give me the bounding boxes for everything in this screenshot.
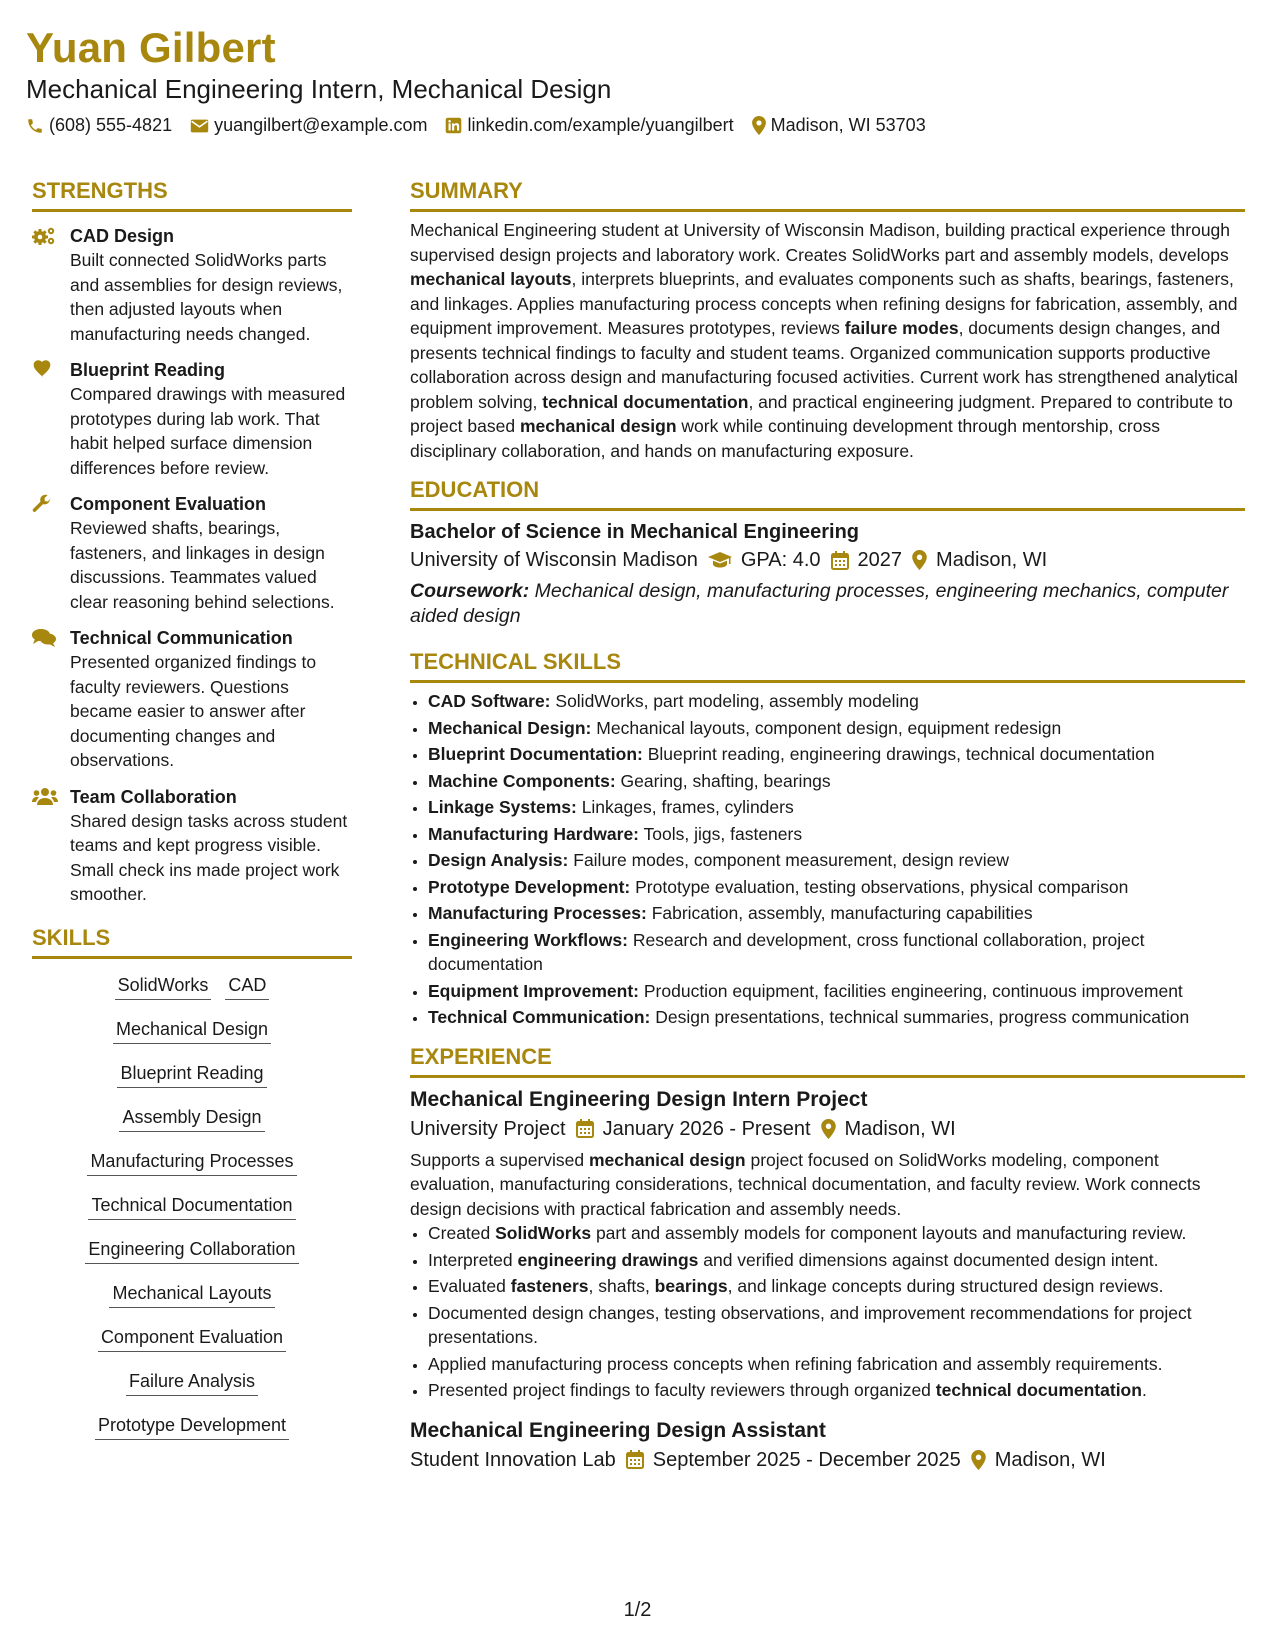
summary-heading: SUMMARY xyxy=(410,178,1245,212)
skill-row xyxy=(32,1193,352,1220)
experience-item xyxy=(410,1417,1245,1475)
coursework-text: Mechanical design, manufacturing processes, engineering mechanics, computer aided design xyxy=(410,580,1229,627)
job-bullet xyxy=(428,1274,1245,1299)
skill-row xyxy=(32,1237,352,1264)
strengths-list xyxy=(32,224,352,907)
skill-tag: Component Evaluation xyxy=(98,1325,286,1352)
skill-category: Prototype Development: xyxy=(428,876,631,897)
wrench-icon xyxy=(32,492,70,614)
bold-text: mechanical design xyxy=(589,1149,746,1170)
technical-skills-heading: TECHNICAL SKILLS xyxy=(410,649,1245,683)
job-summary xyxy=(410,1148,1245,1222)
job-dates: January 2026 - Present xyxy=(602,1117,811,1140)
strength-text xyxy=(70,492,352,614)
technical-skill-item xyxy=(428,1005,1245,1030)
right-column xyxy=(410,178,1245,1475)
candidate-name: Yuan Gilbert xyxy=(26,24,276,71)
technical-skill-item xyxy=(428,689,1245,714)
text-run: Applied manufacturing process concepts when refining fabrication and assembly requirements. xyxy=(428,1353,1163,1374)
email-link[interactable]: yuangilbert@example.com xyxy=(214,115,428,135)
degree-title: Bachelor of Science in Mechanical Engineering xyxy=(410,521,860,543)
skill-category: CAD Software: xyxy=(428,691,551,711)
text-run: . xyxy=(1141,1380,1147,1400)
calendar-icon xyxy=(576,1119,594,1138)
strength-description: Presented organized findings to faculty reviewers. Questions became easier to answer after documenting changes and observations. xyxy=(70,652,317,770)
graduation-year: 2027 xyxy=(857,549,903,571)
strength-title: Blueprint Reading xyxy=(70,360,226,380)
job-bullets xyxy=(410,1221,1245,1403)
envelope-icon xyxy=(190,118,209,134)
technical-skill-item xyxy=(428,822,1245,847)
text-run: , and practical engineering judgment. Prepared to contribute to project based xyxy=(410,391,1233,436)
map-marker-icon xyxy=(971,1450,986,1470)
job-location: Madison, WI xyxy=(844,1117,956,1140)
strength-description: Shared design tasks across student teams and kept progress visible. Small check ins made project work smoother. xyxy=(70,810,348,904)
organization: University Project xyxy=(410,1117,566,1140)
job-dates: September 2025 - December 2025 xyxy=(652,1448,961,1471)
phone-text: (608) 555-4821 xyxy=(49,115,173,135)
contact-phone xyxy=(26,115,172,136)
coursework-label: Coursework: xyxy=(410,580,530,602)
bold-text: failure modes xyxy=(844,318,959,338)
strength-item xyxy=(32,626,352,773)
skills-heading: SKILLS xyxy=(32,925,352,959)
skill-tag: Blueprint Reading xyxy=(117,1061,266,1088)
school-location: Madison, WI xyxy=(936,549,1048,571)
job-title: Mechanical Engineering Design Assistant xyxy=(410,1418,826,1442)
skill-tag: Mechanical Layouts xyxy=(109,1281,274,1308)
text-run: , documents design changes, and presents technical findings to faculty and student teams. Organized communication supports productive collaboration across design and manufacturing focused activities. Current work has strengthened analytical problem solving, xyxy=(410,318,1238,412)
skill-values: Fabrication, assembly, manufacturing capabilities xyxy=(651,903,1033,923)
strength-title: Technical Communication xyxy=(70,628,293,648)
map-marker-icon xyxy=(752,116,766,135)
technical-skill-item xyxy=(428,979,1245,1004)
text-run: , and linkage concepts during structured design reviews. xyxy=(727,1276,1164,1296)
skill-tag: Mechanical Design xyxy=(113,1017,271,1044)
skill-category: Equipment Improvement: xyxy=(428,980,639,1001)
contact-linkedin[interactable] xyxy=(445,115,733,136)
skill-category: Machine Components: xyxy=(428,770,616,791)
strength-item xyxy=(32,224,352,346)
strength-item xyxy=(32,785,352,907)
job-bullet xyxy=(428,1352,1245,1377)
candidate-title: Mechanical Engineering Intern, Mechanical Design xyxy=(26,74,612,104)
text-run: project focused on SolidWorks modeling, component evaluation, manufacturing considerations, technical documentation, and faculty review. Work connects design decisions with practical fabrication and assembly needs. xyxy=(410,1149,1201,1219)
text-run: Created xyxy=(428,1223,496,1243)
skill-category: Technical Communication: xyxy=(428,1007,651,1027)
phone-icon xyxy=(26,117,44,135)
skill-tag: Manufacturing Processes xyxy=(87,1149,296,1176)
job-meta xyxy=(410,1445,1245,1475)
skill-category: Design Analysis: xyxy=(428,850,569,870)
resume-header xyxy=(26,22,944,136)
bold-text: engineering drawings xyxy=(517,1249,699,1270)
calendar-icon xyxy=(831,551,849,570)
experience-list xyxy=(410,1086,1245,1475)
technical-skill-item xyxy=(428,848,1245,873)
skill-category: Blueprint Documentation: xyxy=(428,744,643,764)
skill-values: Tools, jigs, fasteners xyxy=(643,823,803,844)
map-marker-icon xyxy=(912,550,927,570)
text-run: Mechanical Engineering student at University of Wisconsin Madison, building practical experience through supervised design projects and laboratory work. Creates SolidWorks part and assembly models, develops xyxy=(410,220,1231,265)
linkedin-link[interactable]: linkedin.com/example/yuangilbert xyxy=(467,115,734,135)
bold-text: bearings xyxy=(654,1276,728,1296)
skill-tag: SolidWorks xyxy=(115,973,212,1000)
text-run: and verified dimensions against documented design intent. xyxy=(698,1249,1159,1270)
skill-values: Blueprint reading, engineering drawings, technical documentation xyxy=(647,744,1155,764)
skill-values: Research and development, cross functional collaboration, project documentation xyxy=(428,929,1145,974)
skill-category: Mechanical Design: xyxy=(428,717,592,738)
skill-row xyxy=(32,1413,352,1440)
technical-skill-item xyxy=(428,875,1245,900)
organization: Student Innovation Lab xyxy=(410,1448,616,1471)
text-run: Evaluated xyxy=(428,1276,511,1296)
skill-category: Linkage Systems: xyxy=(428,797,577,817)
calendar-icon xyxy=(626,1450,644,1469)
job-bullet xyxy=(428,1221,1245,1246)
skill-row xyxy=(32,1281,352,1308)
bold-text: fasteners xyxy=(510,1276,589,1296)
skill-values: Gearing, shafting, bearings xyxy=(620,770,831,791)
location-text: Madison, WI 53703 xyxy=(770,115,926,135)
strength-description: Built connected SolidWorks parts and assemblies for design reviews, then adjusted layouts when manufacturing needs changed. xyxy=(70,250,343,344)
education-heading: EDUCATION xyxy=(410,477,1245,511)
skill-values: Failure modes, component measurement, design review xyxy=(573,850,1010,870)
job-location: Madison, WI xyxy=(994,1448,1106,1471)
skill-tag: CAD xyxy=(225,973,269,1000)
gears-icon xyxy=(32,224,70,346)
skill-row xyxy=(32,1061,352,1088)
page-indicator: 1/2 xyxy=(623,1599,652,1621)
skill-row xyxy=(32,1369,352,1396)
skill-values: Prototype evaluation, testing observations, physical comparison xyxy=(635,876,1129,897)
technical-skill-item xyxy=(428,795,1245,820)
graduation-cap-icon xyxy=(708,551,732,569)
skill-category: Engineering Workflows: xyxy=(428,929,628,950)
text-run: Documented design changes, testing observations, and improvement recommendations for project presentations. xyxy=(428,1302,1192,1347)
skill-category: Manufacturing Hardware: xyxy=(428,823,639,844)
text-run: Supports a supervised xyxy=(410,1149,589,1170)
skill-values: SolidWorks, part modeling, assembly modeling xyxy=(555,691,919,711)
contact-email[interactable] xyxy=(190,115,427,136)
job-meta xyxy=(410,1114,1245,1144)
skill-row xyxy=(32,1325,352,1352)
experience-heading: EXPERIENCE xyxy=(410,1044,1245,1078)
comments-icon xyxy=(32,626,70,773)
bold-text: technical documentation xyxy=(935,1380,1142,1400)
skill-row xyxy=(32,973,352,1000)
coursework xyxy=(410,579,1245,629)
strength-item xyxy=(32,358,352,480)
skill-row xyxy=(32,1149,352,1176)
technical-skills-list xyxy=(410,689,1245,1030)
job-bullet xyxy=(428,1301,1245,1350)
left-column xyxy=(32,178,352,1457)
skill-row xyxy=(32,1017,352,1044)
map-marker-icon xyxy=(821,1119,836,1139)
gpa-text: GPA: 4.0 xyxy=(740,549,821,571)
skill-category: Manufacturing Processes: xyxy=(428,903,647,923)
text-run: part and assembly models for component layouts and manufacturing review. xyxy=(591,1223,1187,1243)
skill-values: Mechanical layouts, component design, equipment redesign xyxy=(596,717,1062,738)
strength-text xyxy=(70,224,352,346)
strengths-heading: STRENGTHS xyxy=(32,178,352,212)
contact-location xyxy=(752,115,926,136)
text-run: work while continuing development through mentorship, cross disciplinary collaboration, and hands on manufacturing exposure. xyxy=(410,416,1160,461)
skill-values: Linkages, frames, cylinders xyxy=(581,797,794,817)
skill-tag: Prototype Development xyxy=(95,1413,289,1440)
technical-skill-item xyxy=(428,901,1245,926)
text-run: , interprets blueprints, and evaluates components such as shafts, bearings, fasteners, and linkages. Applies manufacturing process concepts when refining designs for fabrication, assembly, and equipment improvement. Measures prototypes, reviews xyxy=(410,269,1238,338)
strength-text xyxy=(70,358,352,480)
text-run: Interpreted xyxy=(428,1249,518,1270)
job-bullet xyxy=(428,1378,1245,1403)
strength-text xyxy=(70,785,352,907)
summary-text xyxy=(410,218,1245,463)
text-run: , shafts, xyxy=(588,1276,655,1296)
strength-description: Reviewed shafts, bearings, fasteners, and linkages in design discussions. Teammates valued clear reasoning behind selections. xyxy=(70,518,335,612)
skill-tag: Assembly Design xyxy=(119,1105,264,1132)
strength-text xyxy=(70,626,352,773)
job-bullet xyxy=(428,1248,1245,1273)
contact-bar xyxy=(26,115,944,136)
users-icon xyxy=(32,785,70,907)
technical-skill-item xyxy=(428,742,1245,767)
strength-title: CAD Design xyxy=(70,226,175,246)
skill-tag: Engineering Collaboration xyxy=(85,1237,298,1264)
heart-icon xyxy=(32,358,70,480)
skill-values: Design presentations, technical summaries, progress communication xyxy=(655,1007,1190,1027)
text-run: Presented project findings to faculty reviewers through organized xyxy=(428,1380,936,1400)
technical-skill-item xyxy=(428,928,1245,977)
bold-text: mechanical design xyxy=(519,416,677,436)
skills-list xyxy=(32,973,352,1440)
skill-row xyxy=(32,1105,352,1132)
linkedin-icon xyxy=(445,117,462,134)
experience-item xyxy=(410,1086,1245,1403)
bold-text: mechanical layouts xyxy=(410,269,572,289)
strength-item xyxy=(32,492,352,614)
strength-title: Component Evaluation xyxy=(70,494,267,514)
skill-tag: Technical Documentation xyxy=(88,1193,295,1220)
skill-values: Production equipment, facilities engineering, continuous improvement xyxy=(643,980,1183,1001)
education-meta xyxy=(410,545,1245,575)
technical-skill-item xyxy=(428,769,1245,794)
job-title: Mechanical Engineering Design Intern Project xyxy=(410,1087,868,1111)
technical-skill-item xyxy=(428,716,1245,741)
bold-text: SolidWorks xyxy=(495,1223,592,1243)
strength-description: Compared drawings with measured prototypes during lab work. That habit helped surface dimension differences before review. xyxy=(70,384,346,478)
skill-tag: Failure Analysis xyxy=(126,1369,258,1396)
strength-title: Team Collaboration xyxy=(70,786,237,807)
school-name: University of Wisconsin Madison xyxy=(410,549,698,571)
bold-text: technical documentation xyxy=(542,391,749,412)
